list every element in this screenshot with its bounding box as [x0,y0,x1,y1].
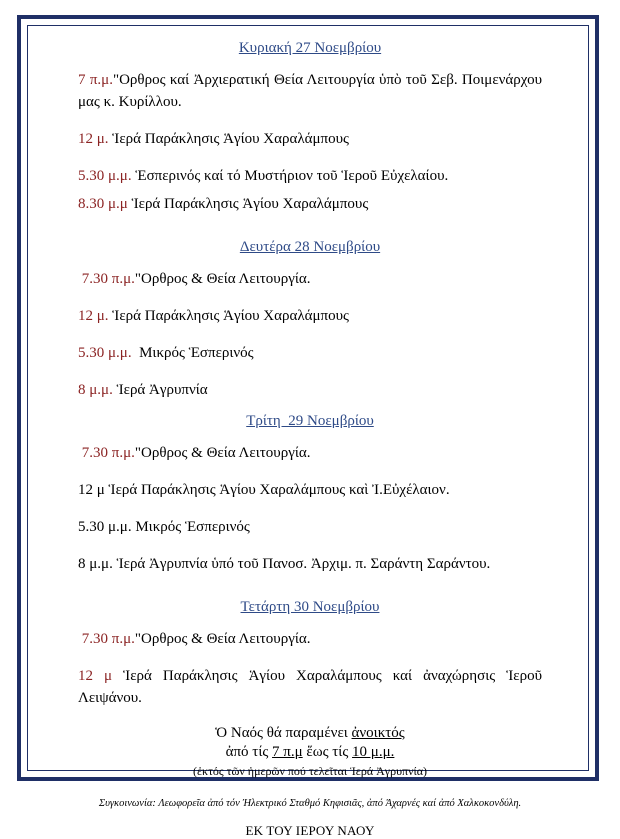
entry-time: 5.30 μ.μ. [78,519,132,535]
entry-time: 8 μ.μ. [78,382,113,398]
day-heading-wednesday: Τετάρτη 30 Νοεμβρίου [240,599,380,615]
opening-hours-notice [78,724,542,781]
entry-time: 8.30 μ.μ [78,196,128,212]
entry-time: 7.30 π.μ. [81,631,135,647]
notice-open-time: 7 π.μ [272,744,303,760]
entry-time: 5.30 μ.μ. [78,168,132,184]
entry-text: "Ορθρος καί Ἀρχιερατική Θεία Λειτουργία ὑπὸ τοῦ Σεβ. Ποιμενάρχου μας κ. Κυρίλλου. [78,72,542,110]
entry-text: "Ορθρος & Θεία Λειτουργία. [134,271,311,287]
entry-text: Μικρός Ἑσπερινός [135,519,250,535]
entry-text: Ἑσπερινός καί τό Μυστήριον τοῦ Ἱεροῦ Εὐχελαίου. [135,168,449,184]
schedule-entry [78,69,542,113]
entry-text: Ἱερά Παράκλησις Ἁγίου Χαραλάμπους καί ἀναχώρησις Ἱεροῦ Λειψάνου. [78,668,542,706]
entry-text: Ἱερά Παράκλησις Ἁγίου Χαραλάμπους [112,308,349,324]
entry-text: Ἱερά Παράκλησις Ἁγίου Χαραλάμπους [131,196,369,212]
entry-time: 12 μ [78,482,105,498]
entry-text: Ἱερά Ἀγρυπνία ὑπό τοῦ Πανοσ. Ἀρχιμ. π. Σαράντη Σαράντου. [116,556,491,572]
notice-text: ἕως τίς [302,744,353,760]
schedule-document [78,36,542,839]
notice-open-word: ἀνοικτός [351,725,405,741]
entry-text: "Ορθρος & Θεία Λειτουργία. [134,631,311,647]
schedule-entry [78,479,542,501]
entry-time: 12 μ. [78,308,109,324]
entry-time: 5.30 μ.μ. [78,345,132,361]
entry-time: 7 π.μ. [78,72,113,88]
day-heading-sunday: Κυριακή 27 Νοεμβρίου [238,40,382,56]
schedule-entry [78,268,542,290]
schedule-entry [78,665,542,709]
transport-info: Συγκοινωνία: Λεωφορεῖα ἀπό τόν Ἠλεκτρικό Σταθμό Κηφισιᾶς, ἀπό Ἀχαρνές καί ἀπό Χαλκοκονδύλη. [98,798,522,809]
schedule-entry [78,553,542,575]
schedule-entry [78,342,542,364]
day-heading-tuesday: Τρίτη 29 Νοεμβρίου [246,413,374,429]
entry-time: 12 μ. [78,131,109,147]
entry-time: 8 μ.μ. [78,556,113,572]
notice-text: Ὁ Ναός θά παραμένει [215,725,352,741]
entry-text: "Ορθρος & Θεία Λειτουργία. [134,445,311,461]
schedule-entry [78,193,542,215]
schedule-entry [78,379,542,401]
day-heading-monday: Δευτέρα 28 Νοεμβρίου [239,239,381,255]
notice-line-1 [78,724,542,743]
schedule-entry [78,305,542,327]
entry-time: 12 μ [78,668,113,684]
schedule-entry [78,516,542,538]
entry-time: 7.30 π.μ. [81,445,135,461]
schedule-entry [78,628,542,650]
schedule-entry [78,165,542,187]
entry-text: Ἱερά Παράκλησις Ἁγίου Χαραλάμπους καὶ Ἰ.Εὐχέλαιον. [108,482,450,498]
notice-exception: (ἐκτός τῶν ἡμερῶν πού τελεῖται Ἱερά Ἀγρυπνία) [193,764,427,778]
notice-line-2 [78,743,542,762]
schedule-entry [78,442,542,464]
signature: ΕΚ ΤΟΥ ΙΕΡΟΥ ΝΑΟΥ [245,823,375,838]
notice-close-time: 10 μ.μ. [352,744,395,760]
entry-text: Μικρός Ἑσπερινός [139,345,254,361]
entry-text: Ἱερά Παράκλησις Ἁγίου Χαραλάμπους [112,131,349,147]
schedule-entry [78,128,542,150]
notice-text: ἀπό τίς [225,744,273,760]
entry-text: Ἱερά Ἀγρυπνία [116,382,208,398]
entry-time: 7.30 π.μ. [81,271,135,287]
